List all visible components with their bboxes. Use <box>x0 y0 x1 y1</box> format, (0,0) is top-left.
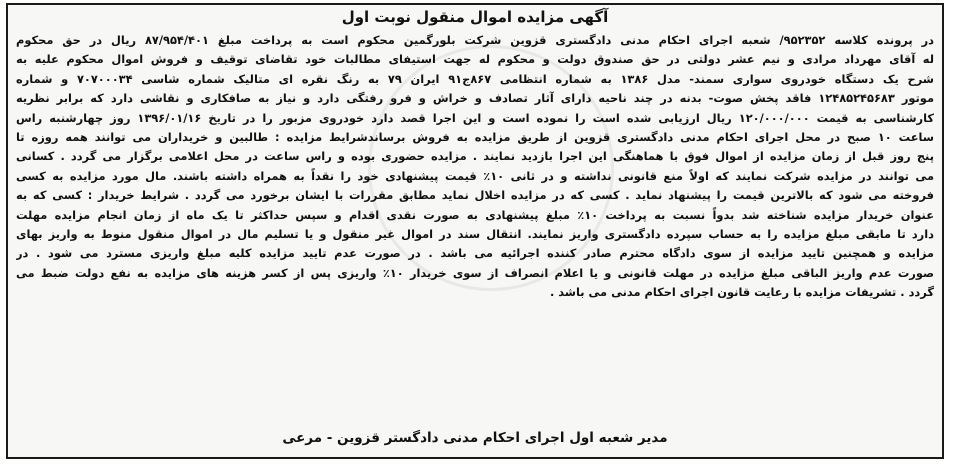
body-line: شرح یک دستگاه خودروی سواری سمند- مدل ۱۳۸۶ به شماره انتظامی ۸۶۷ج۹۱ ایران ۷۹ به رنگ نقره ای متالیک شماره شاسی ۷۰۷۰۰۰۳۴ و شماره <box>16 71 934 86</box>
body-line: پنج روز قبل از زمان مزایده از اموال فوق با هماهنگی این اجرا بازدید نمایند . مزایده حضوری بوده و راس ساعت در محل اعلامی برگزار می گردد . کسانی <box>16 149 934 164</box>
body-line: دارد تا مابقی مبلغ مزایده را به حساب سپرده دادگستری واریز نمایند. انتقال سند در اموال غیر منقول و یا تسلیم مال در اموال منقول منوط به واریز بهای <box>16 227 934 242</box>
body-line: در پرونده کلاسه ۹۵۲۳۵۲/ شعبه اجرای احکام مدنی دادگستری قزوین شرکت بلورگمین محکوم است به پرداخت مبلغ ۸۷/۹۵۴/۴۰۱ ریال در حق محکوم <box>16 33 934 47</box>
body-line: می توانند در مزایده شرکت نمایند که اولاً منع قانونی نداشته و در ثانی ۱۰٪ قیمت پیشنهادی خود را نقداً به همراه داشته باشند. مال مورد مزایده به کسی <box>16 168 934 183</box>
body-line: گردد . تشریفات مزایده با رعایت قانون اجرای احکام مدنی می باشد . <box>549 285 934 300</box>
notice-body <box>16 31 934 303</box>
auction-notice <box>6 3 944 459</box>
body-line: عنوان خریدار مزایده شناخته شد بدواً نسبت به پرداخت ۱۰٪ مبلغ پیشنهادی به صورت نقدی اقدام و سپس حداکثر تا یک ماه از زمان انجام مزایده مهلت <box>16 207 934 222</box>
body-line: صورت عدم واریز الباقی مبلغ مزایده در مهلت قانونی و یا اعلام انصراف از سوی خریدار ۱۰٪ واریزی پس از کسر هزینه های مزایده به نفع دولت ضبط می <box>16 265 934 280</box>
body-line: مزایده و همچنین تایید مزایده از سوی دادگاه محترم صادر کننده اجرائیه می باشد . در صورت عدم تایید مزایده کلیه مبلغ واریزی مسترد می شود . در <box>16 246 934 261</box>
body-line: کارشناسی به قیمت ۱۲۰/۰۰۰/۰۰۰ ریال ارزیابی شده است را نموده است و این اجرا قصد دارد خودروی مزبور را در تاریخ ۱۳۹۶/۰۱/۱۶ روز چهارشنبه راس <box>16 110 934 125</box>
signature-line: مدیر شعبه اول اجرای احکام مدنی دادگستر قزوین - مرعی <box>282 430 668 446</box>
body-line: موتور ۱۲۴۸۵۲۴۵۶۸۳ فاقد پخش صوت- بدنه در چند ناحیه دارای آثار تصادف و خراش و فرو رفتگی دارد و نیاز به صافکاری و نقاشی دارد که برابر نظریه <box>16 91 934 106</box>
body-line: ساعت ۱۰ صبح در محل اجرای احکام مدنی دادگستری قزوین از طریق مزایده به فروش برساندشرایط مزایده : طالبین و خریداران می توانند همه روزه تا <box>16 130 934 145</box>
body-line: فروخته می شود که بالاترین قیمت را پیشنهاد نماید . کسی که در مزایده اخلال نماید مطابق مقررات با ایشان برخورد می گردد . شرایط خریدار : کسی که به <box>16 188 934 203</box>
body-line: له آقای مهرداد مرادی و نیم عشر دولتی در حق صندوق دولت و محکوم له جهت استیفای مطالبات خود تقاضای توقیف و فروش اموال محکوم علیه به <box>16 52 934 67</box>
notice-title: آگهی مزایده اموال منقول نوبت اول <box>341 8 609 26</box>
